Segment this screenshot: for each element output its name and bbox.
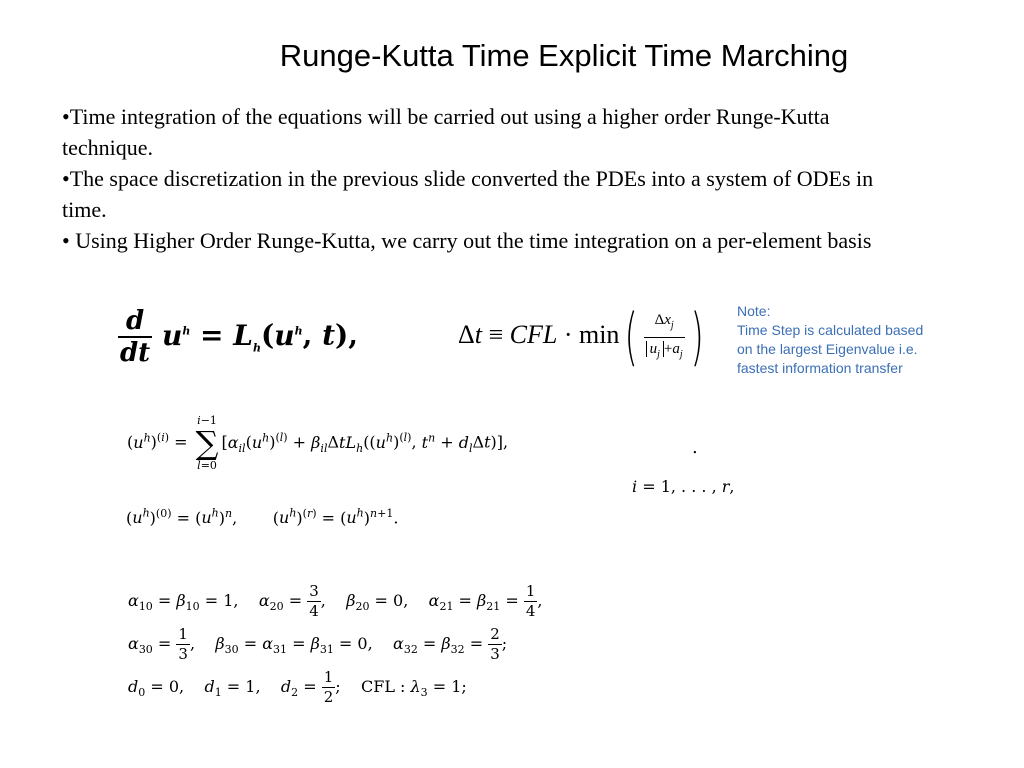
- note-heading: Note:: [737, 303, 771, 319]
- stage-dot: .: [692, 437, 698, 458]
- bullet-item: •Time integration of the equations will be carried out using a higher order Runge-Kutta technique.: [62, 104, 830, 160]
- ode-equation: $\frac{d}{dt}$ $u^h = L_h(u^h$, t),: [120, 306, 359, 368]
- bullet-item: • Using Higher Order Runge-Kutta, we carry out the time integration on a per-element basis: [62, 228, 872, 253]
- note-line: Time Step is calculated based: [737, 322, 924, 338]
- left-paren: (: [624, 300, 639, 373]
- timestep-equation: Δt ≡ CFL · min( $\frac{\Delta x_j}{u_j +a_j}$ ): [458, 300, 704, 373]
- dx-over-speed-fraction: $\frac{\Delta x_j}{u_j +a_j}$: [644, 309, 685, 366]
- coefficients-row-2: $\alpha_{30}$ = $\frac{1}{3}$ , $\beta_{30} = \alpha_{31} = \beta_{31} = 0$, $\alpha_{32} = \beta_{32}$ = $\frac{2}{3}$ ;: [128, 625, 508, 663]
- right-paren: ): [690, 300, 704, 373]
- note-box: [737, 302, 977, 378]
- bullet-list: [62, 101, 892, 256]
- init-final-equation: $(u^h)^{(0)} = (u^h)^n$, $(u^h)^{(r)} = (u^h)^{n+1}$.: [126, 507, 399, 528]
- coefficients-row-3: $d_0 = 0$, $d_1 = 1$, $d_2$ = $\frac{1}{2}$ ; CFL : $\lambda_3 = 1$;: [128, 668, 467, 706]
- stage-range: i = 1, . . . , r,: [632, 477, 735, 496]
- stage-equation: $(u^h)^{(i)} = i-1$ ∑ $l=0[\alpha_{il}(u^h)^{(l)} + \beta_{il}\Delta tL_h((u^h)^{(l)}$, $t^n + d_l\Delta t$)],: [127, 414, 509, 472]
- bullet-item: •The space discretization in the previous slide converted the PDEs into a system of ODEs in time.: [62, 166, 874, 222]
- summation-symbol: i−1 ∑ l=0: [195, 414, 219, 472]
- d-dt-fraction: $\frac{d}{dt}$: [120, 306, 151, 368]
- slide-title: Runge-Kutta Time Explicit Time Marching: [279, 38, 849, 73]
- note-line: fastest information transfer: [737, 360, 903, 376]
- note-line: on the largest Eigenvalue i.e.: [737, 341, 918, 357]
- coefficients-row-1: $\alpha_{10} = \beta_{10} = 1$, $\alpha_{20}$ = $\frac{3}{4}$ , $\beta_{20} = 0$, $\alpha_{21} = \beta_{21}$ = $\frac{1}{4}$ ,: [128, 582, 543, 620]
